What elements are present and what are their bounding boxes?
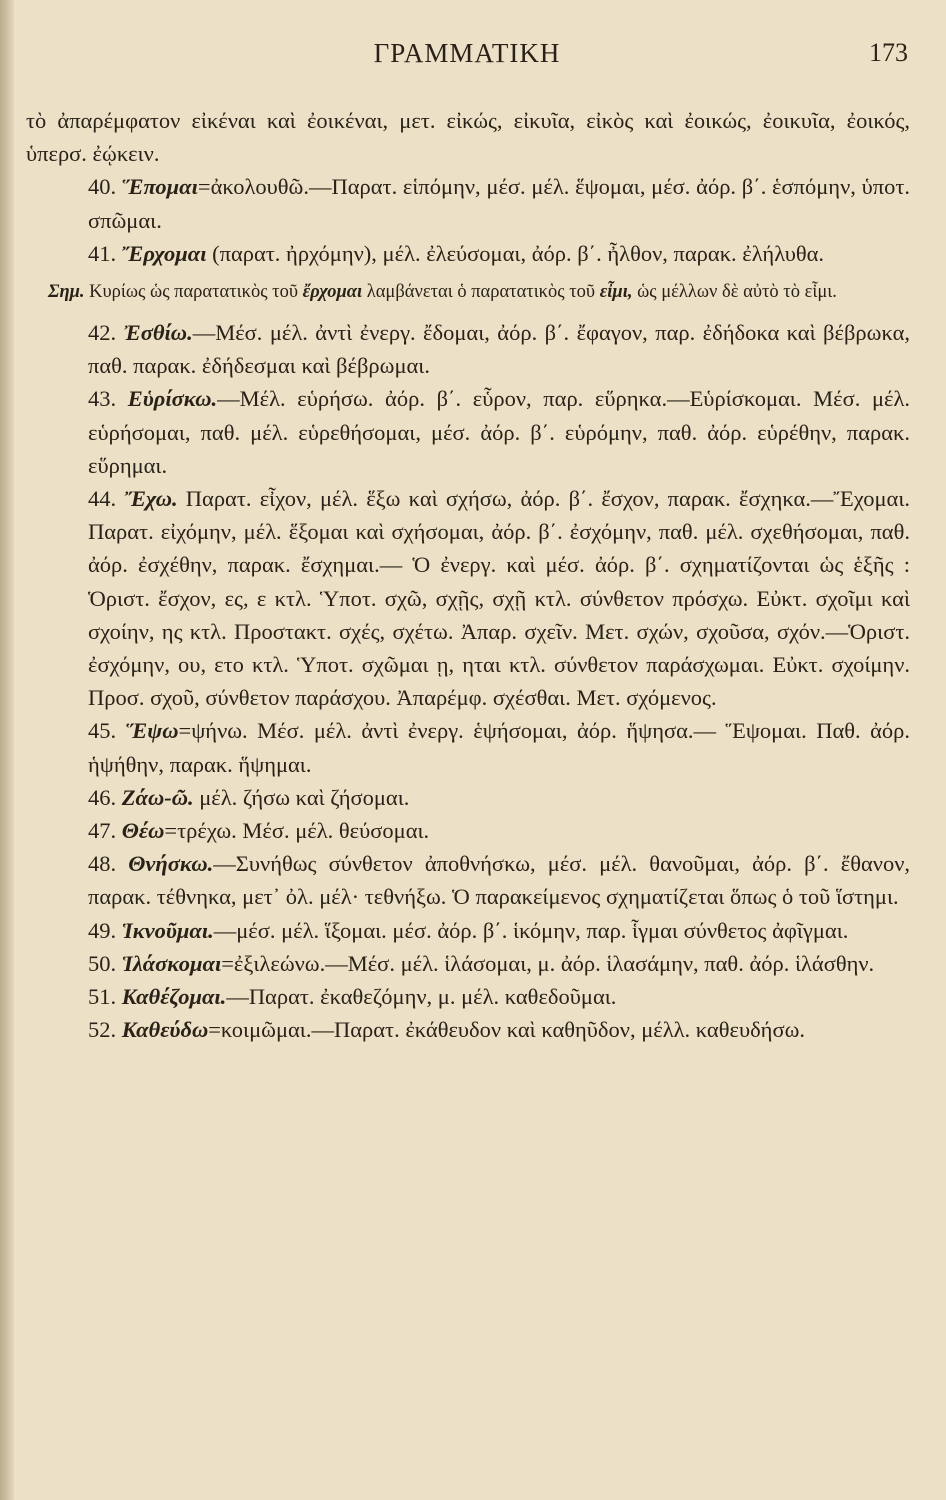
entry-number: 45. [88, 718, 117, 744]
entry-number: 49. [88, 917, 117, 943]
entry-number: 43. [88, 386, 117, 412]
entry-text: =τρέχω. Μέσ. μέλ. θεύσομαι. [164, 818, 430, 844]
entry-48 [26, 847, 910, 913]
entry-text: =κοιμῶμαι.—Παρατ. ἐκάθευδον καὶ καθηῦδον, μέλλ. καθευδήσω. [208, 1017, 806, 1043]
entry-41 [26, 237, 910, 270]
entry-headword: Θέω [121, 818, 165, 844]
entry-49 [26, 914, 910, 947]
entry-51 [26, 980, 910, 1013]
entry-headword: Ἱλάσκομαι [121, 950, 222, 976]
note-text: ὡς μέλλων δὲ αὐτὸ τὸ εἶμι. [637, 282, 837, 303]
entry-text: =ἀκολουθῶ.—Παρατ. εἱπόμην, μέσ. μέλ. ἕψομαι, μέσ. ἀόρ. β΄. ἑσπόμην, ὑποτ. σπῶμαι. [88, 174, 911, 233]
entry-number: 52. [88, 1017, 117, 1043]
page-number: 173 [869, 38, 908, 67]
page-binding-edge [0, 0, 14, 1500]
entry-headword: Θνήσκω. [128, 851, 214, 877]
continuation-paragraph [26, 104, 910, 170]
entry-headword: Ζάω-ῶ. [121, 784, 194, 810]
entry-text: μέλ. ζήσω καὶ ζήσομαι. [199, 784, 410, 810]
entry-number: 48. [88, 851, 117, 877]
note-term: ἔρχομαι [302, 282, 363, 303]
entry-number: 50. [88, 950, 117, 976]
entry-42 [26, 316, 910, 382]
entry-50 [26, 947, 910, 980]
entry-headword: Ἐσθίω. [123, 320, 193, 346]
entry-headword: Ἕπομαι [121, 174, 198, 200]
entry-text: —Μέσ. μέλ. ἀντὶ ἐνεργ. ἔδομαι, ἀόρ. β΄. ἔφαγον, παρ. ἐδήδοκα καὶ βέβρωκα, παθ. παρακ. ἐδήδεσμαι καὶ βέβρωμαι. [88, 320, 910, 379]
entry-46 [26, 781, 910, 814]
note-text: Κυρίως ὡς παρατατικὸς τοῦ [89, 282, 299, 303]
entry-headword: Καθέζομαι. [121, 984, 227, 1010]
entry-number: 42. [88, 320, 117, 346]
entry-text: Παρατ. εἶχον, μέλ. ἕξω καὶ σχήσω, ἀόρ. β΄. ἔσχον, παρακ. ἔσχηκα.—Ἔχομαι. Παρατ. εἰχόμην, μέλ. ἕξομαι καὶ σχήσομαι, ἀόρ. β΄. ἐσχόμην, παθ. μέλ. σχεθήσομαι, παθ. ἀόρ. ἐσχέθην, παρακ. ἔσχημαι.— Ὁ ἐνεργ. καὶ μέσ. ἀόρ. β΄. σχηματίζονται ὡς ἑξῆς : Ὁριστ. ἔσχον, ες, ε κτλ. Ὑποτ. σχῶ, σχῇς, σχῇ κτλ. σύνθετον πρόσχω. Εὐκτ. σχοῖμι καὶ σχοίην, ης κτλ. Προστακτ. σχές, σχέτω. Ἀπαρ. σχεῖν. Μετ. σχών, σχοῦσα, σχόν.—Ὁριστ. ἐσχόμην, ου, ετο κτλ. Ὑποτ. σχῶμαι ῃ, ηται κτλ. σύνθετον παράσχωμαι. Εὐκτ. σχοίμην. Προσ. σχοῦ, σύνθετον παράσχου. Ἀπαρέμφ. σχέσθαι. Μετ. σχόμενος. [88, 486, 911, 711]
entry-text: —Μέλ. εὑρήσω. ἀόρ. β΄. εὗρον, παρ. εὕρηκα.—Εὑρίσκομαι. Μέσ. μέλ. εὑρήσομαι, παθ. μέλ. εὑρεθήσομαι, μέσ. ἀόρ. β΄. εὑρόμην, παθ. ἀόρ. εὑρέθην, παρακ. εὕρημαι. [88, 386, 911, 478]
entry-number: 44. [88, 486, 117, 512]
entry-text: τὸ ἀπαρέμφατον εἰκέναι καὶ ἐοικέναι, μετ. εἰκώς, εἰκυῖα, εἰκὸς καὶ ἐοικώς, ἐοικυῖα, ἐοικός, ὑπερσ. ἐῴκειν. [26, 108, 910, 167]
entry-headword: Ἕψω [125, 718, 179, 744]
note-paragraph [26, 278, 910, 306]
entry-text: —μέσ. μέλ. ἵξομαι. μέσ. ἀόρ. β΄. ἱκόμην, παρ. ἷγμαι σύνθετος ἀφῖγμαι. [213, 917, 849, 943]
note-text: λαμβάνεται ὁ παρατατικὸς τοῦ [366, 282, 596, 303]
entry-43 [26, 382, 910, 482]
entry-text: =ψήνω. Μέσ. μέλ. ἀντὶ ἐνεργ. ἑψήσομαι, ἀόρ. ἥψησα.— Ἕψομαι. Παθ. ἀόρ. ἡψήθην, παρακ. ἥψημαι. [88, 718, 911, 777]
entry-text: =ἐξιλεώνω.—Μέσ. μέλ. ἱλάσομαι, μ. ἀόρ. ἱλασάμην, παθ. ἀόρ. ἱλάσθην. [221, 950, 875, 976]
entry-number: 46. [88, 784, 117, 810]
entry-headword: Εὑρίσκω. [127, 386, 218, 412]
entry-45 [26, 714, 910, 780]
entry-52 [26, 1013, 910, 1046]
entry-text: —Συνήθως σύνθετον ἀποθνήσκω, μέσ. μέλ. θανοῦμαι, ἀόρ. β΄. ἔθανον, παρακ. τέθνηκα, μετ᾽ ὀλ. μέλ· τεθνήξω. Ὁ παρακείμενος σχηματίζεται ὅπως ὁ τοῦ ἵστημι. [88, 851, 910, 910]
entry-47 [26, 814, 910, 847]
running-head: ΓΡΑΜΜΑΤΙΚΗ [373, 38, 561, 68]
entry-number: 47. [88, 818, 117, 844]
entry-40 [26, 170, 910, 236]
entry-headword: Ἱκνοῦμαι. [121, 917, 214, 943]
entry-headword: Καθεύδω [121, 1017, 209, 1043]
entry-number: 51. [88, 984, 117, 1010]
entry-headword: Ἔχω. [124, 486, 178, 512]
entry-headword: Ἔρχομαι [121, 240, 207, 266]
entry-44 [26, 482, 910, 714]
page-header [26, 38, 908, 78]
page-body [26, 104, 910, 1046]
entry-number: 40. [88, 174, 117, 200]
note-label: Σημ. [48, 282, 85, 303]
entry-number: 41. [88, 240, 117, 266]
entry-text: (παρατ. ἠρχόμην), μέλ. ἐλεύσομαι, ἀόρ. β΄. ἦλθον, παρακ. ἐλήλυθα. [212, 240, 825, 266]
entry-text: —Παρατ. ἐκαθεζόμην, μ. μέλ. καθεδοῦμαι. [226, 984, 617, 1010]
note-term: εἶμι, [599, 282, 633, 303]
